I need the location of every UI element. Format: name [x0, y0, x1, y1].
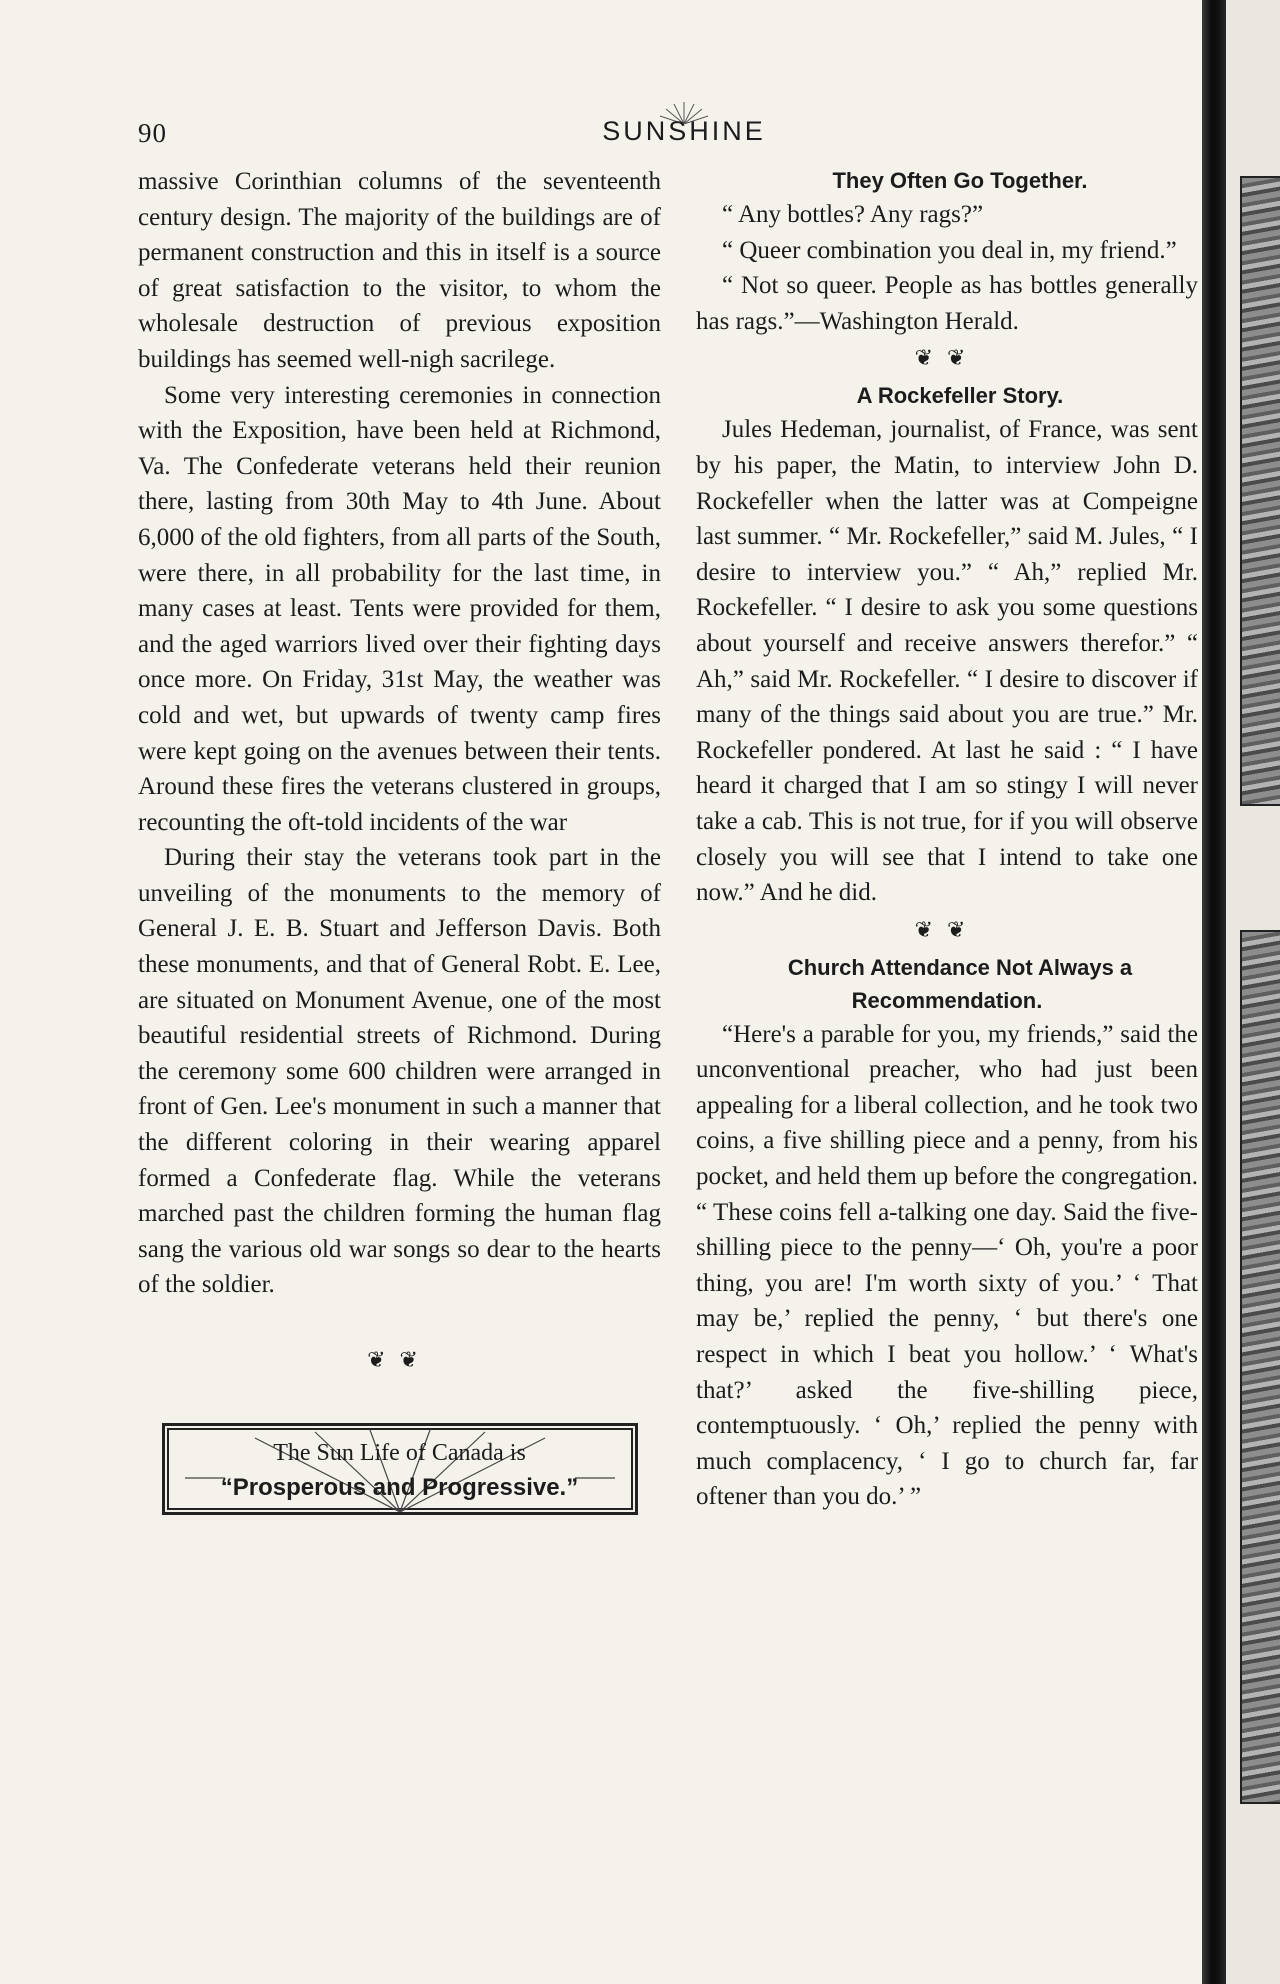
paragraph: “ Not so queer. People as has bottles generally has rags.”—Washington Herald.: [696, 272, 1198, 335]
article-headline: They Often Go Together.: [832, 168, 1088, 193]
paragraph: “ Any bottles? Any rags?”: [722, 201, 984, 228]
paragraph: “Here's a parable for you, my friends,” said the unconventional preacher, who had just been appealing for a liberal collection, and he took two coins, a five shilling piece and a penny, from his pocket, and held them up before the congregation. “ These coins fell a-talking one day. Said the five-shilling piece to the penny—‘ Oh, you're a poor thing, you are! I'm worth sixty of you.’ ‘ That may be,’ replied the penny, ‘ but there's one respect in which I beat you hollow.’ ‘ What's that?’ asked the five-shilling piece, contemptuously. ‘ Oh,’ replied the penny with much complacency, ‘ I go to church far, far oftener than you do.’ ”: [696, 1020, 1198, 1511]
article-headline: A Rockefeller Story.: [856, 383, 1064, 409]
section-ornament: ❦❦: [914, 346, 980, 372]
facing-page-photo: [1240, 930, 1280, 1804]
paragraph: massive Corinthian columns of the seventeenth century design. The majority of the buildings are of permanent construction and this in itself is a source of great satisfaction to the visitor, to whom the wholesale destruction of previous exposition buildings has seemed well-nigh sacrilege.: [138, 168, 661, 373]
sun-life-advertisement: [162, 1423, 638, 1515]
advertisement-line-1: The Sun Life of Canada is: [273, 1440, 526, 1466]
facing-page-edge: [1226, 0, 1280, 1984]
facing-page-photo: [1240, 176, 1280, 806]
page-header: [138, 118, 1193, 158]
section-ornament: ❦❦: [367, 1348, 432, 1373]
right-column: [696, 164, 1198, 1515]
paragraph: Some very interesting ceremonies in connection with the Exposition, have been held at Richmond, Va. The Confederate veterans held their reunion there, lasting from 30th May to 4th June. About 6,000 of the old fighters, from all parts of the South, were there, in all probability for the last time, in many cases at least. Tents were provided for them, and the aged warriors lived over their fighting days once more. On Friday, 31st May, the weather was cold and wet, but upwards of twenty camp fires were kept going on the avenues between their tents. Around these fires the veterans clustered in groups, recounting the oft-told incidents of the war: [138, 381, 661, 836]
page-number: 90: [138, 118, 167, 148]
advertisement-line-2: “Prosperous and Progressive.”: [220, 1474, 579, 1501]
paragraph: During their stay the veterans took part in the unveiling of the monuments to the memory of General J. E. B. Stuart and Jefferson Davis. Both these monuments, and that of General Robt. E. Lee, are situated on Monument Avenue, one of the most beautiful residential streets of Richmond. During the ceremony some 600 children were arranged in front of Gen. Lee's monument in such a manner that the different coloring in their wearing apparel formed a Confederate flag. While the veterans marched past the children forming the human flag sang the various old war songs so dear to the hearts of the soldier.: [138, 844, 661, 1299]
article-headline: Church Attendance Not Always a Recommendation.: [787, 954, 1133, 1013]
paragraph: “ Queer combination you deal in, my friend.”: [722, 236, 1177, 264]
left-column: [138, 164, 661, 1515]
paragraph: Jules Hedeman, journalist, of France, was sent by his paper, the Matin, to interview John D. Rockefeller when the latter was at Compeigne last summer. “ Mr. Rockefeller,” said M. Jules, “ I desire to interview you.” “ Ah,” replied Mr. Rockefeller. “ I desire to ask you some questions about yourself and receive answers therefor.” “ Ah,” said Mr. Rockefeller. “ I desire to discover if many of the things said about you are true.” Mr. Rockefeller pondered. At last he said : “ I have heard it charged that I am so stingy I will never take a cab. This is not true, for if you will observe closely you will see that I intend to take one now.” And he did.: [696, 416, 1198, 907]
masthead-title: SUNSHINE: [602, 116, 766, 146]
book-spine: [1202, 0, 1226, 1984]
section-ornament: ❦❦: [914, 917, 980, 943]
